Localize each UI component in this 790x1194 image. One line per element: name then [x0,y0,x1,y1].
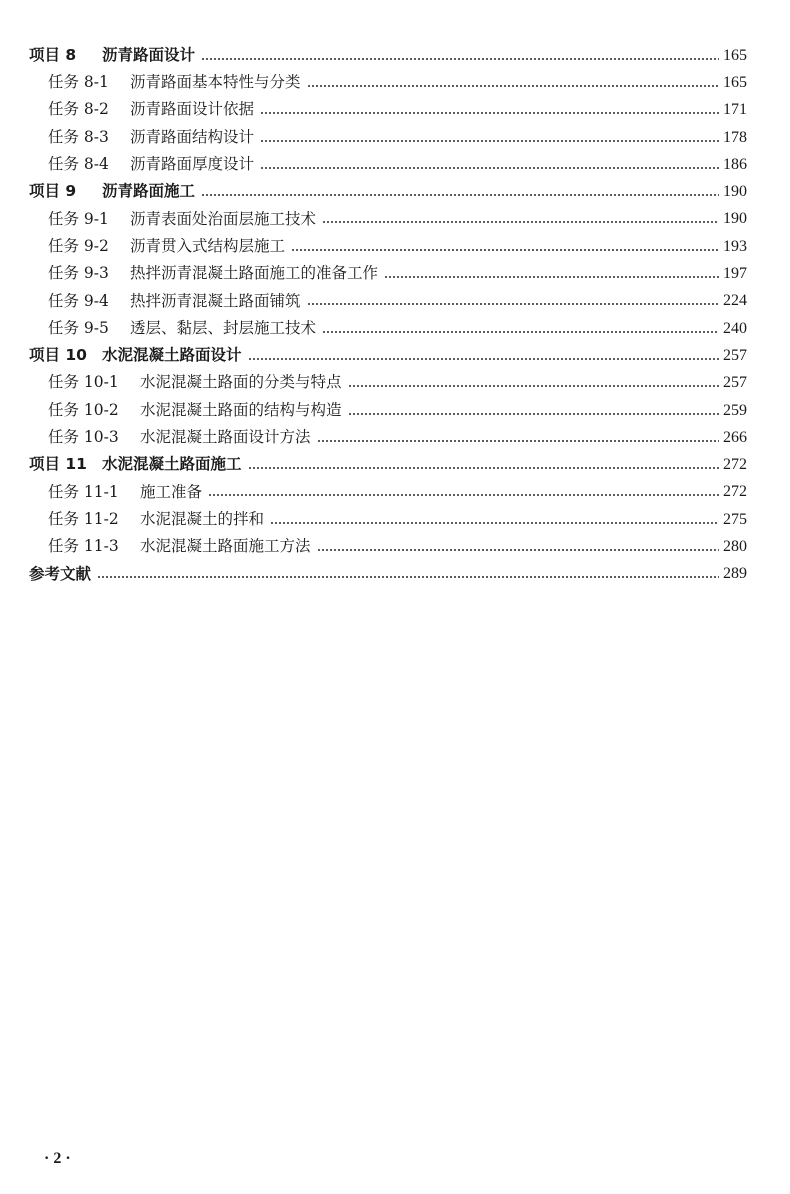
dot-leader [291,248,719,252]
toc-page-number: 165 [723,73,747,91]
dot-leader [317,548,719,552]
toc-task-8-3[interactable] [0,124,790,151]
toc-references[interactable] [0,561,790,588]
toc-number: 任务 10-1 [48,373,119,392]
dot-leader [317,439,719,443]
toc-title: 热拌沥青混凝土路面施工的准备工作 [130,264,379,283]
toc-number: 任务 8-2 [48,100,109,119]
dot-leader [201,193,719,197]
table-of-contents [0,42,790,588]
toc-page-number: 178 [723,128,747,146]
page-number-footer: · 2 · [44,1150,71,1167]
toc-number: 任务 9-5 [48,318,109,337]
dot-leader [248,466,719,470]
toc-task-9-1[interactable] [0,206,790,233]
dot-leader [201,57,719,61]
toc-title: 水泥混凝土路面设计 [102,346,242,365]
toc-number: 任务 8-3 [48,127,109,146]
toc-title: 沥青路面施工 [102,182,196,201]
toc-page-number: 197 [723,265,747,283]
toc-title: 水泥混凝土路面的结构与构造 [140,400,342,419]
toc-title: 沥青路面设计 [102,45,196,64]
dot-leader [270,521,719,525]
toc-page-number: 280 [723,537,747,555]
toc-task-10-3[interactable] [0,424,790,451]
dot-leader [384,275,719,279]
toc-number: 任务 10-3 [48,428,119,447]
toc-number: 项目 10 [29,346,87,365]
toc-number: 任务 11-3 [48,537,119,556]
toc-task-8-4[interactable] [0,151,790,178]
toc-number: 项目 8 [29,45,77,64]
toc-number: 任务 8-4 [48,155,109,174]
toc-page-number: 275 [723,510,747,528]
toc-number: 任务 11-2 [48,509,119,528]
toc-project-10[interactable] [0,342,790,369]
toc-title: 水泥混凝土的拌和 [140,509,265,528]
toc-project-8[interactable] [0,42,790,69]
toc-number: 任务 8-1 [48,73,109,92]
toc-page-number: 171 [723,101,747,119]
dot-leader [322,330,719,334]
toc-task-8-2[interactable] [0,97,790,124]
toc-number: 任务 9-4 [48,291,109,310]
toc-title: 施工准备 [140,482,203,501]
toc-title: 参考文献 [29,564,92,583]
toc-page-number: 186 [723,155,747,173]
toc-page-number: 165 [723,46,747,64]
toc-task-9-5[interactable] [0,315,790,342]
toc-project-11[interactable] [0,451,790,478]
dot-leader [248,357,719,361]
toc-task-9-3[interactable] [0,260,790,287]
toc-page-number: 266 [723,428,747,446]
toc-number: 任务 11-1 [48,482,119,501]
toc-page-number: 257 [723,346,747,364]
toc-title: 沥青路面厚度设计 [130,155,255,174]
toc-page-number: 240 [723,319,747,337]
toc-page-number: 224 [723,292,747,310]
toc-title: 水泥混凝土路面施工 [102,455,242,474]
toc-number: 项目 11 [29,455,87,474]
toc-title: 透层、黏层、封层施工技术 [130,318,317,337]
toc-task-8-1[interactable] [0,69,790,96]
dot-leader [348,384,719,388]
toc-number: 项目 9 [29,182,77,201]
toc-page-number: 257 [723,374,747,392]
toc-page-number: 190 [723,210,747,228]
toc-number: 任务 9-2 [48,236,109,255]
dot-leader [307,302,719,306]
toc-task-11-3[interactable] [0,533,790,560]
toc-title: 沥青路面结构设计 [130,127,255,146]
toc-page-number: 289 [723,565,747,583]
toc-task-11-2[interactable] [0,506,790,533]
toc-title: 沥青表面处治面层施工技术 [130,209,317,228]
toc-title: 沥青路面设计依据 [130,100,255,119]
toc-task-10-2[interactable] [0,397,790,424]
dot-leader [208,493,719,497]
toc-title: 水泥混凝土路面施工方法 [140,537,311,556]
toc-number: 任务 9-1 [48,209,109,228]
toc-title: 水泥混凝土路面设计方法 [140,428,311,447]
toc-title: 沥青路面基本特性与分类 [130,73,301,92]
toc-task-9-2[interactable] [0,233,790,260]
toc-title: 沥青贯入式结构层施工 [130,236,286,255]
dot-leader [260,111,719,115]
toc-page-number: 190 [723,183,747,201]
toc-number: 任务 10-2 [48,400,119,419]
toc-task-11-1[interactable] [0,479,790,506]
dot-leader [348,412,719,416]
toc-page-number: 272 [723,456,747,474]
toc-title: 热拌沥青混凝土路面铺筑 [130,291,301,310]
toc-page-number: 193 [723,237,747,255]
dot-leader [97,575,719,579]
toc-page-number: 259 [723,401,747,419]
dot-leader [307,84,719,88]
toc-task-9-4[interactable] [0,288,790,315]
toc-task-10-1[interactable] [0,370,790,397]
toc-number: 任务 9-3 [48,264,109,283]
toc-project-9[interactable] [0,178,790,205]
toc-title: 水泥混凝土路面的分类与特点 [140,373,342,392]
dot-leader [322,220,719,224]
toc-page-number: 272 [723,483,747,501]
dot-leader [260,166,719,170]
dot-leader [260,139,719,143]
